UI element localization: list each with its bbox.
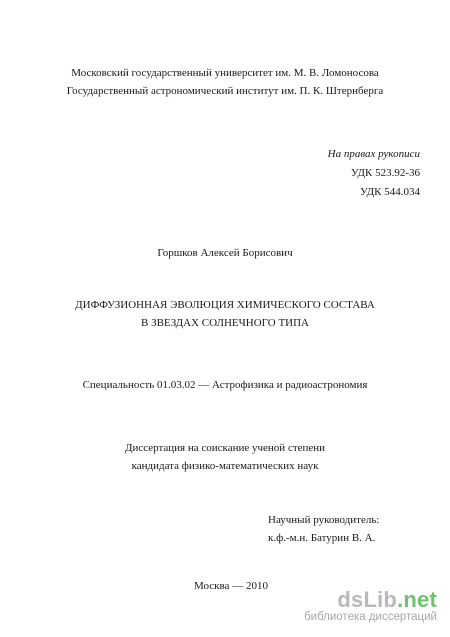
- advisor-name: к.ф.-м.н. Батурин В. А.: [268, 532, 376, 544]
- city-year: Москва — 2010: [194, 580, 268, 592]
- udk-code-1: УДК 523.92-36: [350, 167, 420, 179]
- watermark-logo: [337, 587, 437, 613]
- specialty-line: Специальность 01.03.02 — Астрофизика и радиоастрономия: [82, 379, 368, 391]
- advisor-label: Научный руководитель:: [268, 514, 380, 526]
- institution-line-1: Московский государственный университет им. М. В. Ломоносова: [71, 67, 379, 79]
- author-name: Горшков Алексей Борисович: [157, 247, 293, 259]
- degree-line-2: кандидата физико-математических наук: [131, 460, 319, 472]
- watermark-logo-right: .net: [397, 587, 437, 612]
- rights-notice: На правах рукописи: [327, 148, 420, 160]
- degree-line-1: Диссертация на соискание ученой степени: [124, 442, 326, 454]
- watermark-logo-left: dsLib: [337, 587, 398, 612]
- dissertation-title-line-2: В ЗВЕЗДАХ СОЛНЕЧНОГО ТИПА: [141, 317, 309, 329]
- dissertation-title-line-1: ДИФФУЗИОННАЯ ЭВОЛЮЦИЯ ХИМИЧЕСКОГО СОСТАВА: [75, 299, 375, 311]
- watermark-subtitle: библиотека диссертаций: [304, 611, 437, 623]
- udk-code-2: УДК 544.034: [359, 186, 420, 198]
- institution-line-2: Государственный астрономический институт им. П. К. Штернберга: [66, 85, 384, 97]
- watermark: [295, 582, 445, 630]
